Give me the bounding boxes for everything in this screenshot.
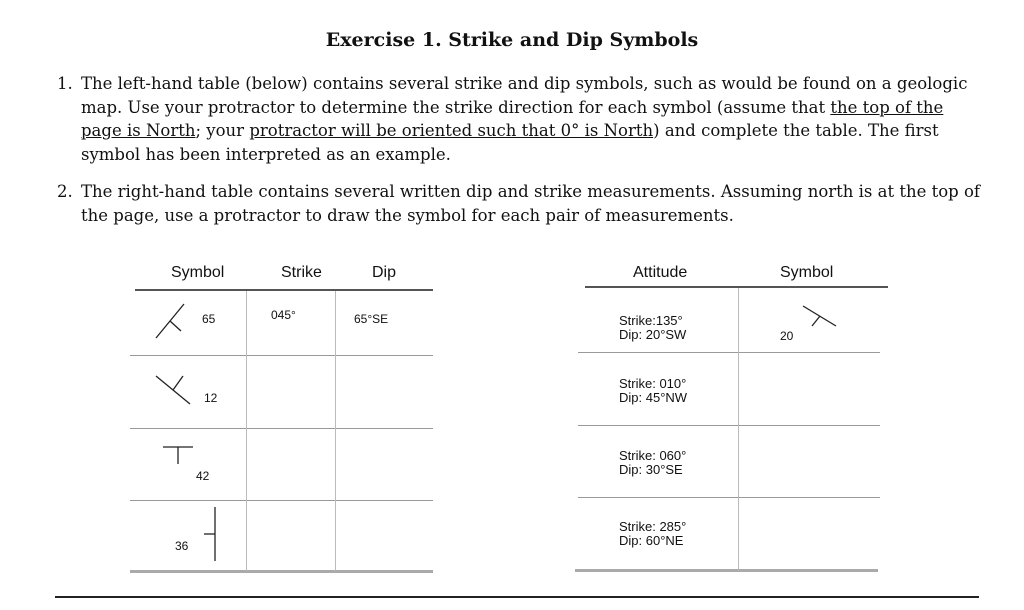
dip-label: 20 xyxy=(780,329,794,343)
dip-label: 42 xyxy=(196,469,210,483)
strike-dip-symbol xyxy=(800,300,840,330)
strike-dip-symbol xyxy=(200,505,230,565)
column-divider xyxy=(246,291,247,571)
header-attitude: Attitude xyxy=(633,264,688,281)
attitude-strike: Strike:135° xyxy=(619,313,683,328)
attitude-strike: Strike: 010° xyxy=(619,376,687,391)
attitude-strike: Strike: 285° xyxy=(619,519,687,534)
table-rule xyxy=(130,428,433,429)
column-divider xyxy=(335,291,336,571)
table-rule xyxy=(578,425,880,426)
strike-dip-symbol xyxy=(150,300,190,340)
table-rule xyxy=(130,570,433,573)
attitude-strike: Strike: 060° xyxy=(619,448,687,463)
header-symbol: Symbol xyxy=(780,264,834,281)
attitude-dip: Dip: 30°SE xyxy=(619,462,683,477)
instruction-number: 2. xyxy=(57,182,73,201)
strike-dip-symbol xyxy=(150,372,200,412)
dip-value: 65°SE xyxy=(354,312,389,326)
dip-label: 36 xyxy=(175,539,189,553)
header-strike: Strike xyxy=(281,264,322,281)
strike-dip-symbol xyxy=(160,440,200,470)
instruction-number: 1. xyxy=(57,74,73,93)
table-rule xyxy=(578,497,880,498)
header-dip: Dip xyxy=(372,264,397,281)
dip-label: 12 xyxy=(204,391,218,405)
instruction-text: The left-hand table (below) contains several strike and dip symbols, such as would be found on a geologic map. Use your protractor to determine the strike direction for each symbol (assume that the top of the page is North; your protractor will be oriented such that 0° is North) and complete the table. The first symbol has been interpreted as an example. xyxy=(81,74,968,164)
instruction-1 xyxy=(57,72,987,166)
table-rule xyxy=(130,500,433,501)
attitude-dip: Dip: 45°NW xyxy=(619,390,688,405)
table-rule xyxy=(578,352,880,353)
page-bottom-rule xyxy=(55,596,979,598)
attitude-dip: Dip: 20°SW xyxy=(619,327,687,342)
table-rule xyxy=(585,286,888,288)
attitude-dip: Dip: 60°NE xyxy=(619,533,684,548)
dip-label: 65 xyxy=(202,312,216,326)
table-rule xyxy=(575,569,878,572)
table-rule xyxy=(130,355,433,356)
page-title: Exercise 1. Strike and Dip Symbols xyxy=(325,29,699,51)
instruction-2 xyxy=(57,180,997,227)
header-symbol: Symbol xyxy=(171,264,225,281)
instruction-text: The right-hand table contains several written dip and strike measurements. Assuming north is at the top of the page, use a protractor to draw the symbol for each pair of measurements. xyxy=(81,182,981,225)
table-rule xyxy=(135,289,433,291)
strike-value: 045° xyxy=(271,308,296,322)
column-divider xyxy=(738,288,739,570)
